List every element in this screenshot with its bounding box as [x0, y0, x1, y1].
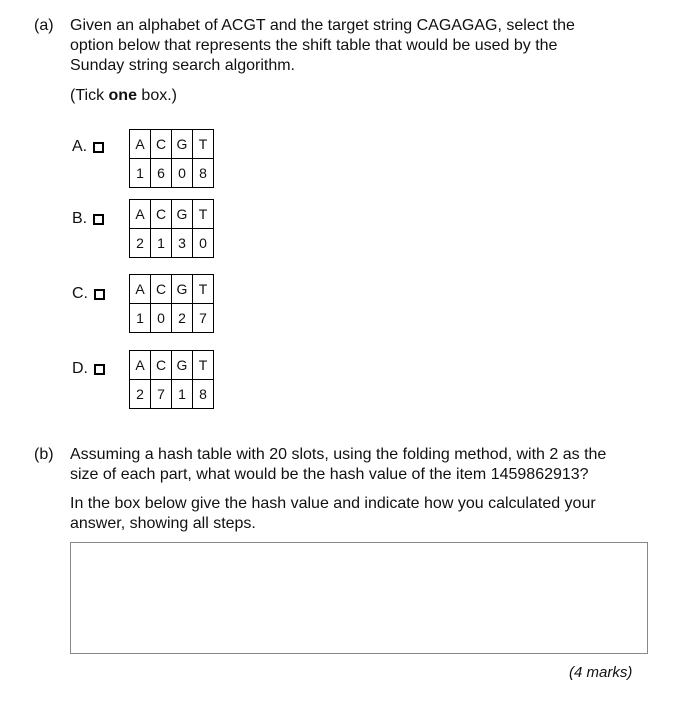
part-b-question — [70, 445, 650, 485]
option-d-value: 2 — [130, 380, 151, 409]
option-d-value: 8 — [193, 380, 214, 409]
option-a-letter: G — [172, 130, 193, 159]
option-c-letters-row — [130, 275, 214, 304]
part-b-label: (b) — [34, 446, 54, 463]
option-d-letter: C — [151, 351, 172, 380]
option-d-value: 1 — [172, 380, 193, 409]
option-b-shift-table — [129, 199, 214, 258]
option-c-value: 2 — [172, 304, 193, 333]
option-a-checkbox[interactable] — [93, 142, 104, 153]
option-c-letter: G — [172, 275, 193, 304]
option-d-value: 7 — [151, 380, 172, 409]
option-c-checkbox[interactable] — [94, 289, 105, 300]
part-a-question-line-2: option below that represents the shift table that would be used by the — [70, 37, 558, 54]
option-b-values-row — [130, 229, 214, 258]
option-a-value: 8 — [193, 159, 214, 188]
option-d-values-row — [130, 380, 214, 409]
option-d-letter: T — [193, 351, 214, 380]
option-c-value: 0 — [151, 304, 172, 333]
option-b-letters-row — [130, 200, 214, 229]
option-b-value: 0 — [193, 229, 214, 258]
option-a-shift-table — [129, 129, 214, 188]
option-a-values-row — [130, 159, 214, 188]
option-c-label: C. — [72, 285, 88, 302]
option-c-values-row — [130, 304, 214, 333]
part-a-question-line-3: Sunday string search algorithm. — [70, 57, 295, 74]
part-b-instruction-line-2: answer, showing all steps. — [70, 515, 256, 532]
marks-label: (4 marks) — [569, 664, 633, 681]
option-b-value: 1 — [151, 229, 172, 258]
instruction-prefix: (Tick — [70, 87, 109, 104]
option-d-checkbox[interactable] — [94, 364, 105, 375]
option-a-value: 0 — [172, 159, 193, 188]
option-c-shift-table — [129, 274, 214, 333]
option-d[interactable] — [72, 360, 105, 378]
part-b-instruction-line-1: In the box below give the hash value and indicate how you calculated your — [70, 495, 596, 512]
option-b-label: B. — [72, 210, 88, 227]
option-a[interactable] — [72, 138, 104, 156]
option-d-letter: G — [172, 351, 193, 380]
option-d-letter: A — [130, 351, 151, 380]
instruction-suffix: box.) — [136, 87, 177, 104]
option-c-value: 1 — [130, 304, 151, 333]
option-a-letter: C — [151, 130, 172, 159]
option-c-letter: C — [151, 275, 172, 304]
option-b-letter: C — [151, 200, 172, 229]
option-b-value: 2 — [130, 229, 151, 258]
option-d-label: D. — [72, 360, 88, 377]
option-d-letters-row — [130, 351, 214, 380]
option-b-letter: A — [130, 200, 151, 229]
part-a-label: (a) — [34, 17, 54, 34]
option-a-letter: T — [193, 130, 214, 159]
option-a-value: 1 — [130, 159, 151, 188]
part-b-instruction — [70, 494, 650, 534]
option-a-value: 6 — [151, 159, 172, 188]
option-b-checkbox[interactable] — [93, 214, 104, 225]
option-a-letter: A — [130, 130, 151, 159]
option-c-letter: A — [130, 275, 151, 304]
option-b-value: 3 — [172, 229, 193, 258]
part-a-question — [70, 16, 650, 76]
part-a-instruction — [70, 86, 650, 106]
answer-box[interactable] — [70, 542, 648, 654]
option-c-letter: T — [193, 275, 214, 304]
option-d-shift-table — [129, 350, 214, 409]
option-b[interactable] — [72, 210, 104, 228]
part-a-question-line-1: Given an alphabet of ACGT and the target string CAGAGAG, select the — [70, 17, 575, 34]
option-b-letter: T — [193, 200, 214, 229]
option-b-letter: G — [172, 200, 193, 229]
part-b-question-line-1: Assuming a hash table with 20 slots, using the folding method, with 2 as the — [70, 446, 607, 463]
option-a-label: A. — [72, 138, 88, 155]
option-c-value: 7 — [193, 304, 214, 333]
option-a-letters-row — [130, 130, 214, 159]
instruction-bold: one — [108, 87, 137, 104]
option-c[interactable] — [72, 285, 105, 303]
part-b-question-line-2: size of each part, what would be the hash value of the item 1459862913? — [70, 466, 589, 483]
